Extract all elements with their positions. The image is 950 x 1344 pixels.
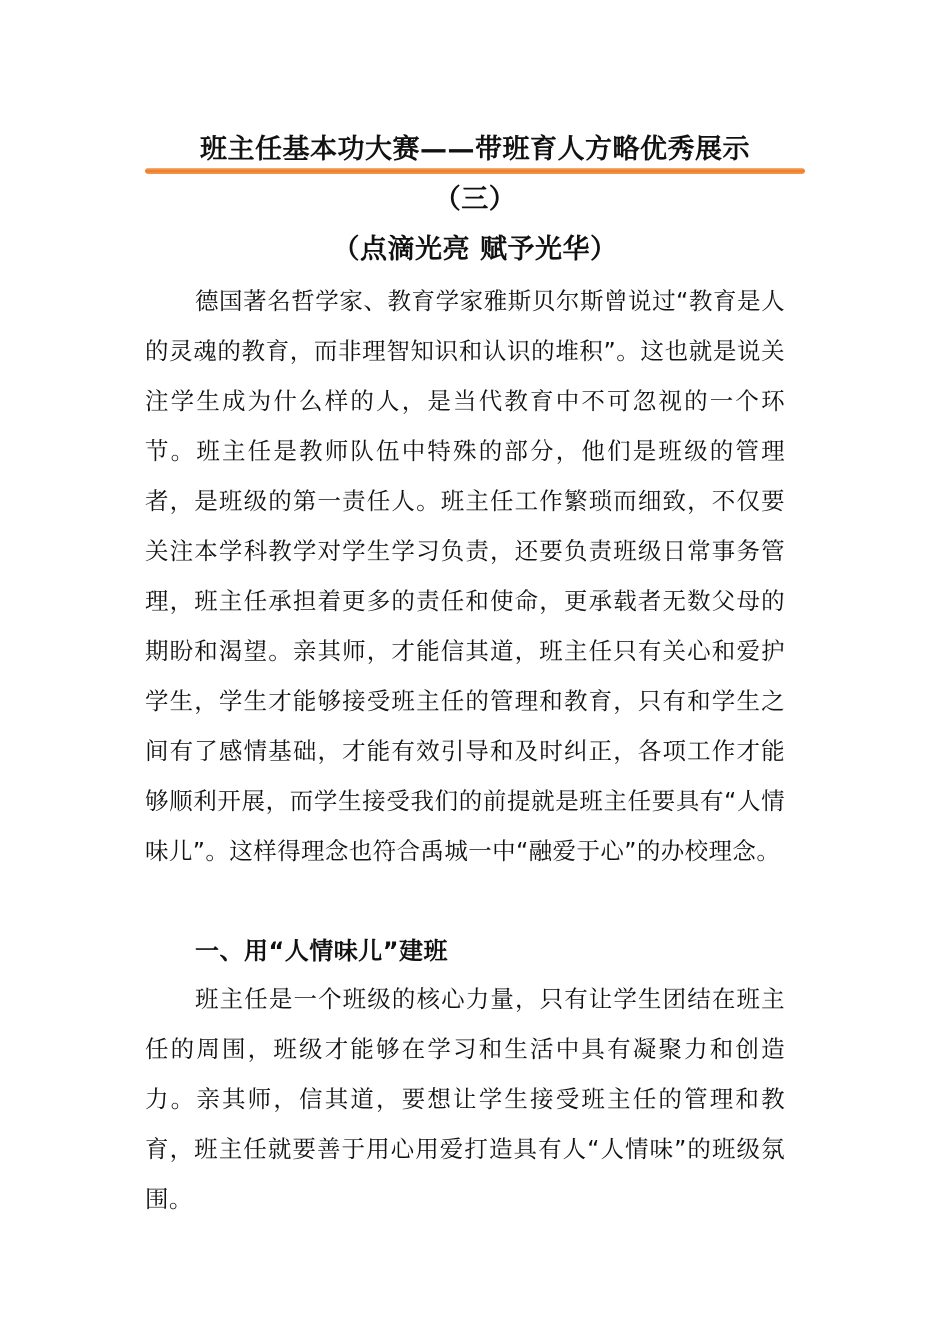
title-underline-rule: [145, 168, 805, 174]
section-heading: 一、用“人情味儿”建班: [195, 937, 449, 965]
intro-paragraph: 德国著名哲学家、教育学家雅斯贝尔斯曾说过“教育是人的灵魂的教育，而非理智知识和认识的堆积”。这也就是说关注学生成为什么样的人，是当代教育中不可忽视的一个环节。班主任是教师队伍中特殊的部分，他们是班级的管理者，是班级的第一责任人。班主任工作繁琐而细致，不仅要关注本学科教学对学生学习负责，还要负责班级日常事务管理，班主任承担着更多的责任和使命，更承载者无数父母的期盼和渴望。亲其师，才能信其道，班主任只有关心和爱护学生，学生才能够接受班主任的管理和教育，只有和学生之间有了感情基础，才能有效引导和及时纠正，各项工作才能够顺利开展，而学生接受我们的前提就是班主任要具有“人情味儿”。这样得理念也符合禹城一中“融爱于心”的办校理念。: [145, 287, 785, 865]
document-title-part: （三）: [433, 184, 517, 215]
document-subtitle: （点滴光亮 赋予光华）: [332, 234, 618, 265]
section-paragraph: 班主任是一个班级的核心力量，只有让学生团结在班主任的周围，班级才能够在学习和生活中具有凝聚力和创造力。亲其师，信其道，要想让学生接受班主任的管理和教育，班主任就要善于用心用爱打造具有人“人情味”的班级氛围。: [145, 985, 785, 1213]
document-title: 班主任基本功大赛——带班育人方略优秀展示: [200, 134, 750, 165]
